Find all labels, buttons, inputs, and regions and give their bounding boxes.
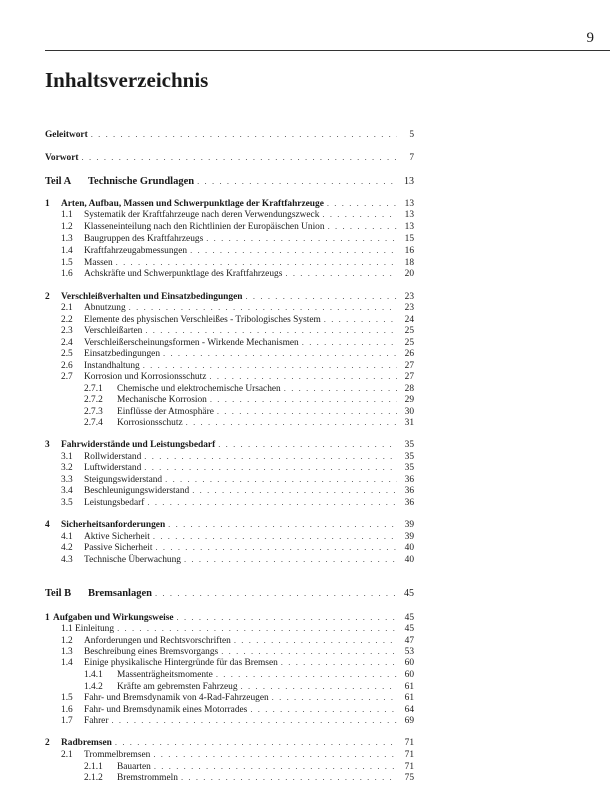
toc-entry-title: Achskräfte und Schwerpunktlage des Kraftfahrzeugs xyxy=(84,269,283,279)
toc-entry-page: 53 xyxy=(404,647,414,657)
toc-entry[interactable] xyxy=(61,370,414,382)
toc-entry-number: 1.4.1 xyxy=(84,670,103,680)
dot-leader xyxy=(285,267,397,279)
dot-leader xyxy=(186,416,397,428)
toc-entry-page: 24 xyxy=(404,315,414,325)
dot-leader xyxy=(216,668,397,680)
toc-entry[interactable] xyxy=(61,691,414,703)
toc-entry[interactable] xyxy=(61,714,414,726)
toc-entry-title: Technische Überwachung xyxy=(84,555,181,565)
toc-entry[interactable] xyxy=(84,416,414,428)
toc-entry-title: Verschleißerscheinungsformen - Wirkende Mechanismen xyxy=(84,338,299,348)
toc-entry-number: 1.5 xyxy=(61,693,73,703)
dot-leader xyxy=(155,586,397,600)
toc-entry-page: 36 xyxy=(404,498,414,508)
toc-entry-number: 2 xyxy=(45,292,50,302)
toc-entry-number: 2.7 xyxy=(61,372,73,382)
toc-entry[interactable] xyxy=(45,438,414,450)
dot-leader xyxy=(192,484,397,496)
toc-entry-page: 71 xyxy=(404,762,414,772)
toc-entry[interactable] xyxy=(61,232,414,244)
toc-entry-page: 40 xyxy=(404,555,414,565)
dot-leader xyxy=(153,748,397,760)
toc-entry-page: 35 xyxy=(404,452,414,462)
toc-entry-number: 1 xyxy=(45,613,50,623)
toc-entry-title: Fahrer xyxy=(84,716,109,726)
toc-entry-page: 75 xyxy=(404,773,414,783)
toc-entry[interactable] xyxy=(61,220,414,232)
toc-entry-number: 4 xyxy=(45,520,50,530)
toc-entry-page: 26 xyxy=(404,349,414,359)
toc-entry-title: Bauarten xyxy=(117,762,151,772)
toc-entry-title: Radbremsen xyxy=(61,738,112,748)
toc-entry-page: 23 xyxy=(404,303,414,313)
toc-entry-number: 3.5 xyxy=(61,498,73,508)
dot-leader xyxy=(210,393,397,405)
toc-entry-page: 23 xyxy=(404,292,414,302)
toc-entry-number: 1.2 xyxy=(61,222,73,232)
toc-entry-title: Passive Sicherheit xyxy=(84,543,153,553)
toc-entry[interactable] xyxy=(61,622,414,634)
toc-entry[interactable] xyxy=(61,244,414,256)
toc-entry-title: Beschleunigungswiderstand xyxy=(84,486,190,496)
toc-entry-page: 16 xyxy=(404,246,414,256)
toc-entry-number: 1.6 xyxy=(61,269,73,279)
toc-entry-page: 60 xyxy=(404,658,414,668)
page-number: 9 xyxy=(586,30,594,46)
dot-leader xyxy=(281,656,397,668)
toc-entry-page: 27 xyxy=(404,372,414,382)
toc-entry-page: 15 xyxy=(404,234,414,244)
toc-entry-page: 45 xyxy=(404,588,414,599)
toc-entry-title: Korrosion und Korrosionsschutz xyxy=(84,372,207,382)
toc-entry-page: 13 xyxy=(404,199,414,209)
toc-entry-title: Aufgaben und Wirkungsweise xyxy=(53,613,174,623)
toc-entry-page: 25 xyxy=(404,326,414,336)
toc-entry[interactable] xyxy=(45,518,414,530)
toc-entry-number: 2.1 xyxy=(61,303,73,313)
toc-entry-number: 1.1 xyxy=(61,210,73,220)
dot-leader xyxy=(181,771,397,783)
toc-entry-title: Aktive Sicherheit xyxy=(84,532,150,542)
toc-entry-title: Baugruppen des Kraftfahrzeugs xyxy=(84,234,204,244)
toc-entry-title: Chemische und elektrochemische Ursachen xyxy=(117,384,281,394)
toc-entry-number: 2.7.2 xyxy=(84,395,103,405)
toc-part-heading[interactable] xyxy=(45,174,414,188)
toc-entry-page: 29 xyxy=(404,395,414,405)
toc-entry-title: Bremstrommeln xyxy=(117,773,178,783)
toc-entry-title: Arten, Aufbau, Massen und Schwerpunktlage der Kraftfahrzeuge xyxy=(61,199,324,209)
toc-entry-title: Trommelbremsen xyxy=(84,750,151,760)
dot-leader xyxy=(145,324,397,336)
toc-entry-number: 1 xyxy=(45,199,50,209)
toc-entry-number: 4.3 xyxy=(61,555,73,565)
dot-leader xyxy=(144,461,397,473)
toc-entry-title: Einsatzbedingungen xyxy=(84,349,161,359)
dot-leader xyxy=(117,622,397,634)
toc-entry[interactable] xyxy=(61,496,414,508)
toc-entry-number: 1.3 xyxy=(61,234,73,244)
toc-entry-title: Kraftfahrzeugabmessungen xyxy=(84,246,188,256)
toc-entry-title: Abnutzung xyxy=(84,303,126,313)
toc-entry[interactable] xyxy=(61,541,414,553)
toc-entry-number: 1.6 xyxy=(61,705,73,715)
toc-entry[interactable] xyxy=(61,324,414,336)
toc-entry-page: 20 xyxy=(404,269,414,279)
toc-entry-number: 1.3 xyxy=(61,647,73,657)
toc-entry-title: Fahrwiderstände und Leistungsbedarf xyxy=(61,440,216,450)
dot-leader xyxy=(206,232,397,244)
dot-leader xyxy=(168,518,397,530)
toc-entry[interactable] xyxy=(61,267,414,279)
toc-entry-page: 36 xyxy=(404,486,414,496)
toc-entry-title: Sicherheitsanforderungen xyxy=(61,520,166,530)
toc-entry-page: 7 xyxy=(409,153,414,163)
toc-entry-page: 71 xyxy=(404,750,414,760)
toc-entry-number: 2.1.1 xyxy=(84,762,103,772)
page-title: Inhaltsverzeichnis xyxy=(45,68,209,92)
toc-entry[interactable] xyxy=(61,484,414,496)
toc-entry-number: 2.3 xyxy=(61,326,73,336)
toc-entry-title: Anforderungen und Rechtsvorschriften xyxy=(84,636,231,646)
toc-entry-number: Teil A xyxy=(45,176,72,187)
toc-entry-number: 2.7.1 xyxy=(84,384,103,394)
toc-entry-number: 1.1 xyxy=(61,624,73,634)
toc-entry-page: 5 xyxy=(409,130,414,140)
toc-entry[interactable] xyxy=(61,656,414,668)
toc-entry[interactable] xyxy=(61,748,414,760)
dot-leader xyxy=(91,128,397,140)
toc-entry-page: 35 xyxy=(404,463,414,473)
dot-leader xyxy=(197,174,397,188)
toc-entry-number: 3.3 xyxy=(61,475,73,485)
toc-entry-number: 3.4 xyxy=(61,486,73,496)
toc-entry-page: 13 xyxy=(404,176,414,187)
toc-entry-number: Teil B xyxy=(45,588,72,599)
dot-leader xyxy=(209,370,397,382)
dot-leader xyxy=(129,301,397,313)
toc-entry-title: Systematik der Kraftfahrzeuge nach deren Verwendungszweck xyxy=(84,210,320,220)
toc-entry-title: Elemente des physischen Verschleißes - Tribologisches System xyxy=(84,315,321,325)
dot-leader xyxy=(147,496,397,508)
dot-leader xyxy=(328,220,397,232)
toc-entry[interactable] xyxy=(84,771,414,783)
toc-entry-number: 1.5 xyxy=(61,258,73,268)
dot-leader xyxy=(272,691,397,703)
toc-entry-title: Geleitwort xyxy=(45,130,88,140)
toc-entry[interactable] xyxy=(61,208,414,220)
toc-entry-page: 13 xyxy=(404,222,414,232)
dot-leader xyxy=(82,151,398,163)
toc-entry-number: 3.2 xyxy=(61,463,73,473)
toc-entry-title: Einflüsse der Atmosphäre xyxy=(117,407,214,417)
toc-entry-title: Bremsanlagen xyxy=(88,588,152,599)
dot-leader xyxy=(115,736,397,748)
toc-entry-page: 45 xyxy=(404,624,414,634)
toc-entry[interactable] xyxy=(61,461,414,473)
toc-entry-number: 2 xyxy=(45,738,50,748)
toc-entry-page: 39 xyxy=(404,520,414,530)
toc-entry-title: Leistungsbedarf xyxy=(84,498,145,508)
toc-entry-number: 4.2 xyxy=(61,543,73,553)
toc-part-heading[interactable] xyxy=(45,586,414,600)
toc-entry-page: 39 xyxy=(404,532,414,542)
toc-entry-number: 1.4.2 xyxy=(84,682,103,692)
toc-entry-number: 2.2 xyxy=(61,315,73,325)
toc-entry-title: Einleitung xyxy=(75,624,115,634)
toc-entry-title: Fahr- und Bremsdynamik von 4-Rad-Fahrzeugen xyxy=(84,693,269,703)
toc-entry-number: 2.7.4 xyxy=(84,418,103,428)
toc-entry-title: Technische Grundlagen xyxy=(88,176,195,187)
toc-entry-page: 40 xyxy=(404,543,414,553)
dot-leader xyxy=(111,714,397,726)
toc-entry-number: 3 xyxy=(45,440,50,450)
toc-entry-page: 18 xyxy=(404,258,414,268)
toc-entry-number: 2.1.2 xyxy=(84,773,103,783)
toc-entry-number: 3.1 xyxy=(61,452,73,462)
toc-entry[interactable] xyxy=(84,393,414,405)
toc-entry-page: 36 xyxy=(404,475,414,485)
toc-entry-page: 30 xyxy=(404,407,414,417)
toc-entry-title: Mechanische Korrosion xyxy=(117,395,207,405)
toc-entry-page: 45 xyxy=(404,613,414,623)
toc-entry-number: 1.4 xyxy=(61,658,73,668)
toc-entry-title: Beschreibung eines Bremsvorgangs xyxy=(84,647,219,657)
toc-entry-page: 71 xyxy=(404,738,414,748)
toc-entry-title: Massenträgheitsmomente xyxy=(117,670,213,680)
dot-leader xyxy=(163,347,397,359)
toc-entry-number: 1.4 xyxy=(61,246,73,256)
dot-leader xyxy=(190,244,397,256)
toc-entry-number: 1.2 xyxy=(61,636,73,646)
toc-entry-page: 61 xyxy=(404,693,414,703)
toc-entry-page: 47 xyxy=(404,636,414,646)
toc-entry-title: Instandhaltung xyxy=(84,361,140,371)
toc-entry-page: 69 xyxy=(404,716,414,726)
toc-entry-title: Vorwort xyxy=(45,153,79,163)
toc-entry-title: Fahr- und Bremsdynamik eines Motorrades xyxy=(84,705,248,715)
toc-entry-title: Verschleißarten xyxy=(84,326,143,336)
header-rule xyxy=(45,50,610,51)
toc-entry-title: Kräfte am gebremsten Fahrzeug xyxy=(117,682,238,692)
dot-leader xyxy=(184,553,397,565)
toc-entry-number: 2.4 xyxy=(61,338,73,348)
toc-entry[interactable] xyxy=(45,128,414,140)
toc-entry[interactable] xyxy=(61,301,414,313)
toc-entry-page: 35 xyxy=(404,440,414,450)
toc-entry-title: Luftwiderstand xyxy=(84,463,142,473)
toc-entry-number: 2.7.3 xyxy=(84,407,103,417)
toc-entry[interactable] xyxy=(45,736,414,748)
toc-entry-page: 27 xyxy=(404,361,414,371)
toc-entry-page: 60 xyxy=(404,670,414,680)
toc-entry-title: Klasseneinteilung nach den Richtlinien der Europäischen Union xyxy=(84,222,325,232)
toc-entry-title: Rollwiderstand xyxy=(84,452,142,462)
toc-entry-number: 4.1 xyxy=(61,532,73,542)
toc-entry[interactable] xyxy=(61,553,414,565)
toc-entry-page: 61 xyxy=(404,682,414,692)
toc-entry-page: 31 xyxy=(404,418,414,428)
toc-entry[interactable] xyxy=(45,151,414,163)
dot-leader xyxy=(322,208,397,220)
toc-entry-title: Verschleißverhalten und Einsatzbedingungen xyxy=(61,292,243,302)
dot-leader xyxy=(218,438,397,450)
toc-entry-title: Steigungswiderstand xyxy=(84,475,163,485)
toc-entry-number: 2.6 xyxy=(61,361,73,371)
toc-entry-title: Korrosionsschutz xyxy=(117,418,183,428)
dot-leader xyxy=(155,541,397,553)
toc-entry-number: 2.5 xyxy=(61,349,73,359)
toc-entry[interactable] xyxy=(84,668,414,680)
toc-entry-page: 13 xyxy=(404,210,414,220)
toc-entry[interactable] xyxy=(61,347,414,359)
toc-entry-title: Massen xyxy=(84,258,113,268)
toc-entry-number: 2.1 xyxy=(61,750,73,760)
toc-entry-number: 1.7 xyxy=(61,716,73,726)
toc-entry-page: 28 xyxy=(404,384,414,394)
toc-entry-title: Einige physikalische Hintergründe für das Bremsen xyxy=(84,658,278,668)
toc-entry-page: 64 xyxy=(404,705,414,715)
toc-entry-page: 25 xyxy=(404,338,414,348)
